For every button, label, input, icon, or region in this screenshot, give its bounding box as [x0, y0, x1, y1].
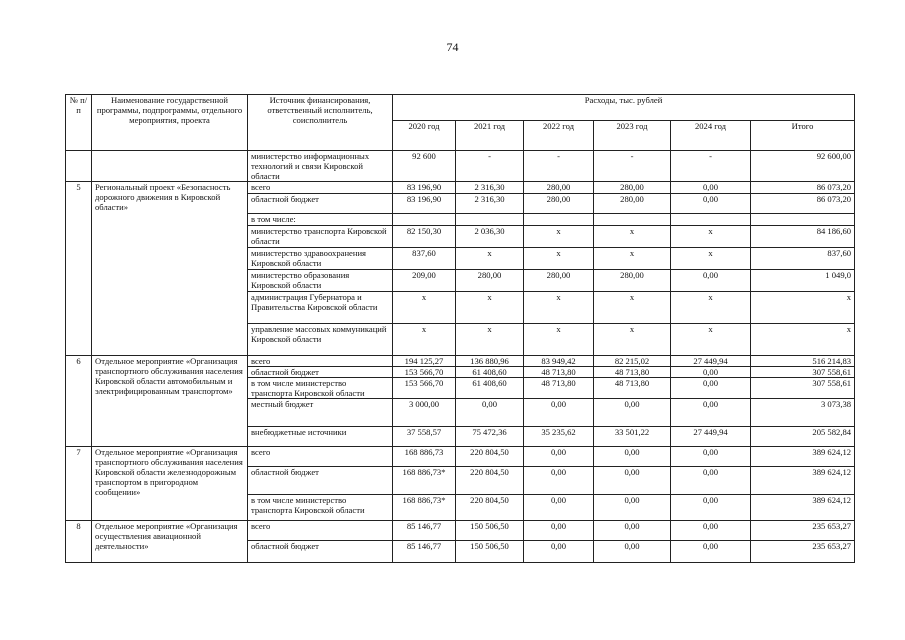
cell-value: 0,00	[671, 521, 751, 541]
cell-value: 83 949,42	[524, 356, 594, 367]
cell-source: внебюджетные источники	[248, 427, 393, 447]
cell-source: в том числе:	[248, 214, 393, 226]
cell-total: 86 073,20	[751, 182, 855, 194]
cell-value: 2 316,30	[456, 194, 524, 214]
cell-total: 205 582,84	[751, 427, 855, 447]
cell-value: 0,00	[524, 541, 594, 563]
cell-total: х	[751, 292, 855, 324]
cell-value	[524, 214, 594, 226]
cell-value: х	[671, 248, 751, 270]
cell-value: 280,00	[594, 182, 671, 194]
cell-value: 220 804,50	[456, 495, 524, 521]
cell-value: 82 215,02	[594, 356, 671, 367]
cell-value: 35 235,62	[524, 427, 594, 447]
cell-value: 85 146,77	[393, 541, 456, 563]
cell-value: 0,00	[671, 399, 751, 427]
cell-value: х	[594, 292, 671, 324]
cell-total: 516 214,83	[751, 356, 855, 367]
cell-value: 2 316,30	[456, 182, 524, 194]
page-number: 74	[446, 40, 459, 54]
cell-value: 0,00	[524, 521, 594, 541]
cell-value: 0,00	[594, 521, 671, 541]
cell-total: х	[751, 324, 855, 356]
cell-value: 0,00	[671, 367, 751, 378]
cell-value: 0,00	[671, 541, 751, 563]
cell-value: 150 506,50	[456, 541, 524, 563]
cell-value	[456, 214, 524, 226]
cell-value: х	[524, 226, 594, 248]
cell-value: 220 804,50	[456, 467, 524, 495]
cell-value: 0,00	[594, 399, 671, 427]
cell-value: 61 408,60	[456, 367, 524, 378]
cell-value: х	[671, 292, 751, 324]
cell-value: 83 196,90	[393, 194, 456, 214]
cell-total: 92 600,00	[751, 151, 855, 182]
cell-value: х	[594, 324, 671, 356]
header-source: Источник финансирования, ответственный исполнитель, соисполнитель	[248, 95, 393, 151]
table-row	[66, 182, 855, 194]
cell-program-name: Отдельное мероприятие «Организация транспортного обслуживания населения Кировской области железнодорожным транспортом в пригородном сообщении»	[92, 447, 248, 521]
cell-value: х	[524, 292, 594, 324]
cell-total: 3 073,38	[751, 399, 855, 427]
cell-value: 837,60	[393, 248, 456, 270]
cell-value	[671, 214, 751, 226]
table-row	[66, 521, 855, 541]
cell-value: 280,00	[594, 270, 671, 292]
cell-total: 235 653,27	[751, 541, 855, 563]
cell-value: 0,00	[524, 495, 594, 521]
cell-value: х	[594, 248, 671, 270]
cell-value: 48 713,80	[594, 378, 671, 399]
cell-value: 0,00	[524, 399, 594, 427]
cell-value: -	[524, 151, 594, 182]
cell-total: 389 624,12	[751, 495, 855, 521]
cell-value	[393, 214, 456, 226]
cell-total: 84 186,60	[751, 226, 855, 248]
cell-total: 235 653,27	[751, 521, 855, 541]
cell-program-name: Отдельное мероприятие «Организация транспортного обслуживания населения Кировской области автомобильным и электрифицированным транспортом»	[92, 356, 248, 447]
cell-value: 85 146,77	[393, 521, 456, 541]
cell-value: 0,00	[524, 447, 594, 467]
cell-value: 280,00	[594, 194, 671, 214]
header-year: 2020 год	[393, 121, 456, 151]
cell-value: 3 000,00	[393, 399, 456, 427]
table-row	[66, 356, 855, 367]
cell-value: 153 566,70	[393, 378, 456, 399]
cell-value: 37 558,57	[393, 427, 456, 447]
cell-value: 0,00	[594, 447, 671, 467]
cell-value: 0,00	[671, 495, 751, 521]
cell-source: министерство здравоохранения Кировской области	[248, 248, 393, 270]
table-row	[66, 151, 855, 182]
cell-value: х	[393, 324, 456, 356]
cell-program-name: Региональный проект «Безопасность дорожного движения в Кировской области»	[92, 182, 248, 356]
cell-value: -	[456, 151, 524, 182]
cell-value: 0,00	[671, 270, 751, 292]
cell-source: местный бюджет	[248, 399, 393, 427]
cell-value: х	[456, 324, 524, 356]
cell-total	[751, 214, 855, 226]
cell-total: 307 558,61	[751, 367, 855, 378]
cell-value: 168 886,73	[393, 447, 456, 467]
cell-value: х	[456, 248, 524, 270]
cell-value: 0,00	[671, 194, 751, 214]
cell-value: 82 150,30	[393, 226, 456, 248]
cell-source: министерство образования Кировской области	[248, 270, 393, 292]
cell-value: 75 472,36	[456, 427, 524, 447]
cell-value: х	[594, 226, 671, 248]
cell-total: 389 624,12	[751, 467, 855, 495]
cell-value: 194 125,27	[393, 356, 456, 367]
cell-program-name: Отдельное мероприятие «Организация осуществления авиационной деятельности»	[92, 521, 248, 563]
cell-source: областной бюджет	[248, 467, 393, 495]
cell-empty	[92, 151, 248, 182]
cell-total: 389 624,12	[751, 447, 855, 467]
cell-value: 0,00	[524, 467, 594, 495]
cell-value: 153 566,70	[393, 367, 456, 378]
cell-value: 0,00	[671, 447, 751, 467]
cell-num: 6	[66, 356, 92, 447]
cell-value: х	[456, 292, 524, 324]
cell-value: 280,00	[456, 270, 524, 292]
cell-value: 150 506,50	[456, 521, 524, 541]
cell-total: 307 558,61	[751, 378, 855, 399]
cell-value: 27 449,94	[671, 356, 751, 367]
header-year: 2023 год	[594, 121, 671, 151]
cell-value: -	[671, 151, 751, 182]
cell-value: 0,00	[671, 467, 751, 495]
cell-empty	[66, 151, 92, 182]
cell-num: 7	[66, 447, 92, 521]
cell-value: 0,00	[594, 467, 671, 495]
cell-value: 61 408,60	[456, 378, 524, 399]
header-year: 2024 год	[671, 121, 751, 151]
cell-value: 280,00	[524, 270, 594, 292]
cell-source: министерство информационных технологий и связи Кировской области	[248, 151, 393, 182]
cell-source: в том числе министерство транспорта Кировской области	[248, 378, 393, 399]
header-year: 2022 год	[524, 121, 594, 151]
cell-value: 0,00	[456, 399, 524, 427]
cell-value: х	[524, 248, 594, 270]
cell-source: в том числе министерство транспорта Кировской области	[248, 495, 393, 521]
cell-value: 27 449,94	[671, 427, 751, 447]
cell-total: 86 073,20	[751, 194, 855, 214]
cell-num: 5	[66, 182, 92, 356]
cell-total: 1 049,0	[751, 270, 855, 292]
cell-source: всего	[248, 447, 393, 467]
header-expenses: Расходы, тыс. рублей	[393, 95, 855, 121]
cell-value: 0,00	[594, 495, 671, 521]
cell-value: 48 713,80	[524, 367, 594, 378]
cell-value: 168 886,73*	[393, 495, 456, 521]
cell-value: 220 804,50	[456, 447, 524, 467]
cell-source: администрация Губернатора и Правительства Кировской области	[248, 292, 393, 324]
cell-value: 92 600	[393, 151, 456, 182]
cell-num: 8	[66, 521, 92, 563]
table-row	[66, 447, 855, 467]
header-total: Итого	[751, 121, 855, 151]
cell-value	[594, 214, 671, 226]
cell-value: х	[524, 324, 594, 356]
cell-source: министерство транспорта Кировской области	[248, 226, 393, 248]
cell-value: 0,00	[594, 541, 671, 563]
cell-value: 2 036,30	[456, 226, 524, 248]
cell-value: 168 886,73*	[393, 467, 456, 495]
cell-value: х	[671, 324, 751, 356]
header-name: Наименование государственной программы, подпрограммы, отдельного мероприятия, проекта	[92, 95, 248, 151]
cell-value: 136 880,96	[456, 356, 524, 367]
cell-value: 48 713,80	[594, 367, 671, 378]
cell-value: х	[393, 292, 456, 324]
cell-value: 209,00	[393, 270, 456, 292]
header-year: 2021 год	[456, 121, 524, 151]
header-num: № п/п	[66, 95, 92, 151]
cell-value: 48 713,80	[524, 378, 594, 399]
cell-value: -	[594, 151, 671, 182]
cell-value: 83 196,90	[393, 182, 456, 194]
cell-value: 0,00	[671, 378, 751, 399]
cell-source: всего	[248, 356, 393, 367]
cell-value: 33 501,22	[594, 427, 671, 447]
cell-source: всего	[248, 521, 393, 541]
cell-source: областной бюджет	[248, 541, 393, 563]
cell-value: 280,00	[524, 194, 594, 214]
cell-source: всего	[248, 182, 393, 194]
cell-value: 280,00	[524, 182, 594, 194]
budget-table	[65, 94, 855, 563]
cell-source: управление массовых коммуникаций Кировской области	[248, 324, 393, 356]
cell-value: х	[671, 226, 751, 248]
cell-value: 0,00	[671, 182, 751, 194]
cell-source: областной бюджет	[248, 367, 393, 378]
cell-source: областной бюджет	[248, 194, 393, 214]
cell-total: 837,60	[751, 248, 855, 270]
